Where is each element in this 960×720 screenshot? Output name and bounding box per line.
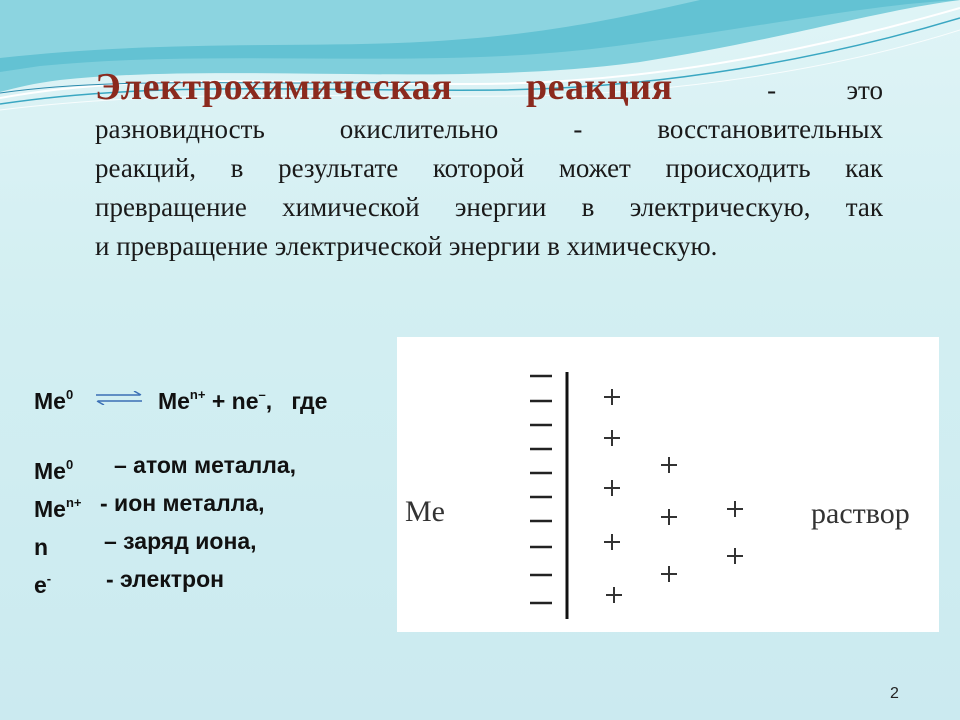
definition-line-5: и превращение электрической энергии в химическую. — [95, 231, 718, 261]
definition-line-2: разновидность окислительно - восстановительных — [95, 114, 883, 144]
legend-symbol: e — [34, 572, 47, 598]
legend-item — [34, 522, 327, 560]
equation-rest: + ne — [211, 388, 259, 414]
definition-line-3: реакций, в результате которой может происходить как — [95, 153, 883, 183]
slide-number: 2 — [890, 685, 899, 702]
plus-charge — [727, 501, 743, 517]
equation-rest-sup: – — [258, 387, 266, 402]
double-layer-figure — [397, 337, 939, 632]
legend-sup: n+ — [65, 495, 82, 510]
equilibrium-arrows-icon — [94, 391, 144, 405]
plus-charge — [604, 480, 620, 496]
plus-charge — [604, 389, 620, 405]
plus-charge — [606, 587, 622, 603]
legend-symbol: Me — [34, 496, 66, 522]
legend-text: - ион металла, — [100, 490, 265, 516]
equation-left: Me — [34, 388, 66, 414]
double-layer-diagram — [397, 337, 939, 632]
legend-text: - электрон — [106, 566, 225, 592]
plus-charge — [661, 509, 677, 525]
plus-charge — [604, 534, 620, 550]
equation-right-sup: n+ — [189, 387, 206, 402]
legend-symbol: Me — [34, 458, 66, 484]
equation-legend — [34, 376, 327, 598]
equation — [34, 376, 327, 414]
legend-text: – заряд иона, — [104, 528, 257, 554]
legend-item — [34, 446, 327, 484]
term-dash: - — [767, 75, 777, 105]
legend-symbol: n — [34, 534, 49, 560]
legend-sup: - — [46, 571, 52, 586]
legend-item — [34, 484, 327, 522]
plus-charge — [604, 430, 620, 446]
equation-tail: , где — [265, 388, 328, 414]
solution-label: раствор — [811, 497, 910, 530]
equation-left-sup: 0 — [65, 387, 74, 402]
legend-item — [34, 560, 327, 598]
term-title: Электрохимическая реакция — [95, 66, 673, 108]
metal-label: Me — [405, 495, 445, 528]
plus-charge — [727, 548, 743, 564]
definition-paragraph — [95, 68, 883, 266]
plus-charge — [661, 566, 677, 582]
definition-line-1: это — [846, 75, 884, 105]
plus-charge — [661, 457, 677, 473]
legend-text: – атом металла, — [114, 452, 297, 478]
legend-sup: 0 — [65, 457, 74, 472]
equation-right: Me — [157, 388, 190, 414]
definition-line-4: превращение химической энергии в электрическую, так — [95, 192, 883, 222]
